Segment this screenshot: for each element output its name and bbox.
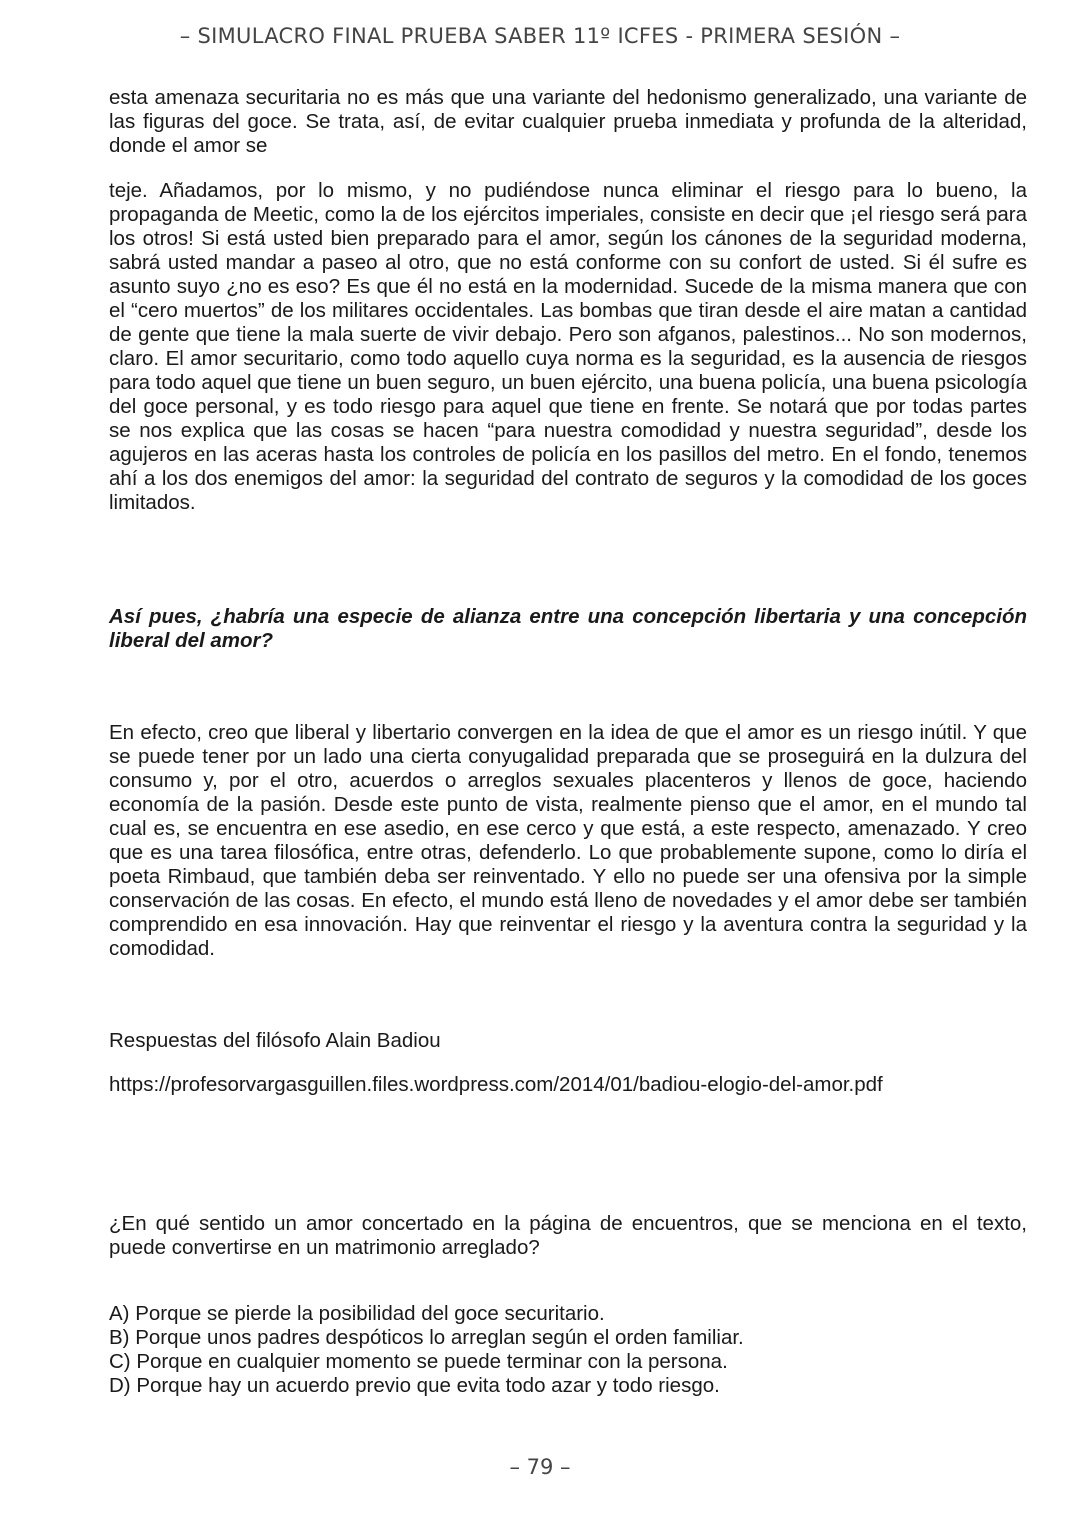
option-d[interactable]: D) Porque hay un acuerdo previo que evita todo azar y todo riesgo. [109,1374,720,1397]
interview-question: Así pues, ¿habría una especie de alianza entre una concepción libertaria y una concepción liberal del amor? [109,605,1027,652]
page-header: – SIMULACRO FINAL PRUEBA SABER 11º ICFES - PRIMERA SESIÓN – [179,24,901,48]
option-b[interactable]: B) Porque unos padres despóticos lo arreglan según el orden familiar. [109,1326,744,1349]
body-paragraph-2: teje. Añadamos, por lo mismo, y no pudiéndose nunca eliminar el riesgo para lo bueno, la propaganda de Meetic, como la de los ejércitos imperiales, consiste en decir que ¡el riesgo será para los otros! Si está usted bien preparado para el amor, según los cánones de la seguridad moderna, sabrá usted mandar a paseo al otro, que no está conforme con su confort de usted. Si él sufre es asunto suyo ¿no es eso? Es que él no está en la modernidad. Sucede de la misma manera que con el “cero muertos” de los militares occidentales. Las bombas que tiran desde el aire matan a cantidad de gente que tiene la mala suerte de vivir debajo. Pero son afganos, palestinos... No son modernos, claro. El amor securitario, como todo aquello cuya norma es la seguridad, es la ausencia de riesgos para todo aquel que tiene un buen seguro, un buen ejército, una buena policía, una buena psicología del goce personal, y es todo riesgo para aquel que tiene en frente. Se notará que por todas partes se nos explica que las cosas se hacen “para nuestra comodidad y nuestra seguridad”, desde los agujeros en las aceras hasta los controles de policía en los pasillos del metro. En el fondo, tenemos ahí a los dos enemigos del amor: la seguridad del contrato de seguros y la comodidad de los goces limitados. [109,179,1027,514]
option-c[interactable]: C) Porque en cualquier momento se puede terminar con la persona. [109,1350,728,1373]
option-a[interactable]: A) Porque se pierde la posibilidad del goce securitario. [109,1302,605,1325]
source-label: Respuestas del filósofo Alain Badiou [109,1029,441,1052]
answer-options [109,1302,1027,1398]
body-paragraph-3: En efecto, creo que liberal y libertario convergen en la idea de que el amor es un riesgo inútil. Y que se puede tener por un lado una cierta conyugalidad preparada que se proseguirá en la dulzura del consumo y, por el otro, acuerdos o arreglos sexuales placenteros y llenos de goce, haciendo economía de la pasión. Desde este punto de vista, realmente pienso que el amor, en el mundo tal cual es, se encuentra en ese asedio, en ese cerco y que está, a este respecto, amenazado. Y creo que es una tarea filosófica, entre otras, defenderlo. Lo que probablemente supone, como lo diría el poeta Rimbaud, que también deba ser reinventado. Y ello no puede ser una ofensiva por la simple conservación de las cosas. En efecto, el mundo está lleno de novedades y el amor debe ser también comprendido en esa innovación. Hay que reinventar el riesgo y la aventura contra la seguridad y la comodidad. [109,721,1027,960]
body-paragraph-1: esta amenaza securitaria no es más que una variante del hedonismo generalizado, una variante de las figuras del goce. Se trata, así, de evitar cualquier prueba inmediata y profunda de la alteridad, donde el amor se [109,86,1027,157]
page-number: – 79 – [509,1455,571,1479]
question-text: ¿En qué sentido un amor concertado en la página de encuentros, que se menciona en el texto, puede convertirse en un matrimonio arreglado? [109,1212,1027,1259]
source-url[interactable]: https://profesorvargasguillen.files.wordpress.com/2014/01/badiou-elogio-del-amor.pdf [109,1073,883,1096]
